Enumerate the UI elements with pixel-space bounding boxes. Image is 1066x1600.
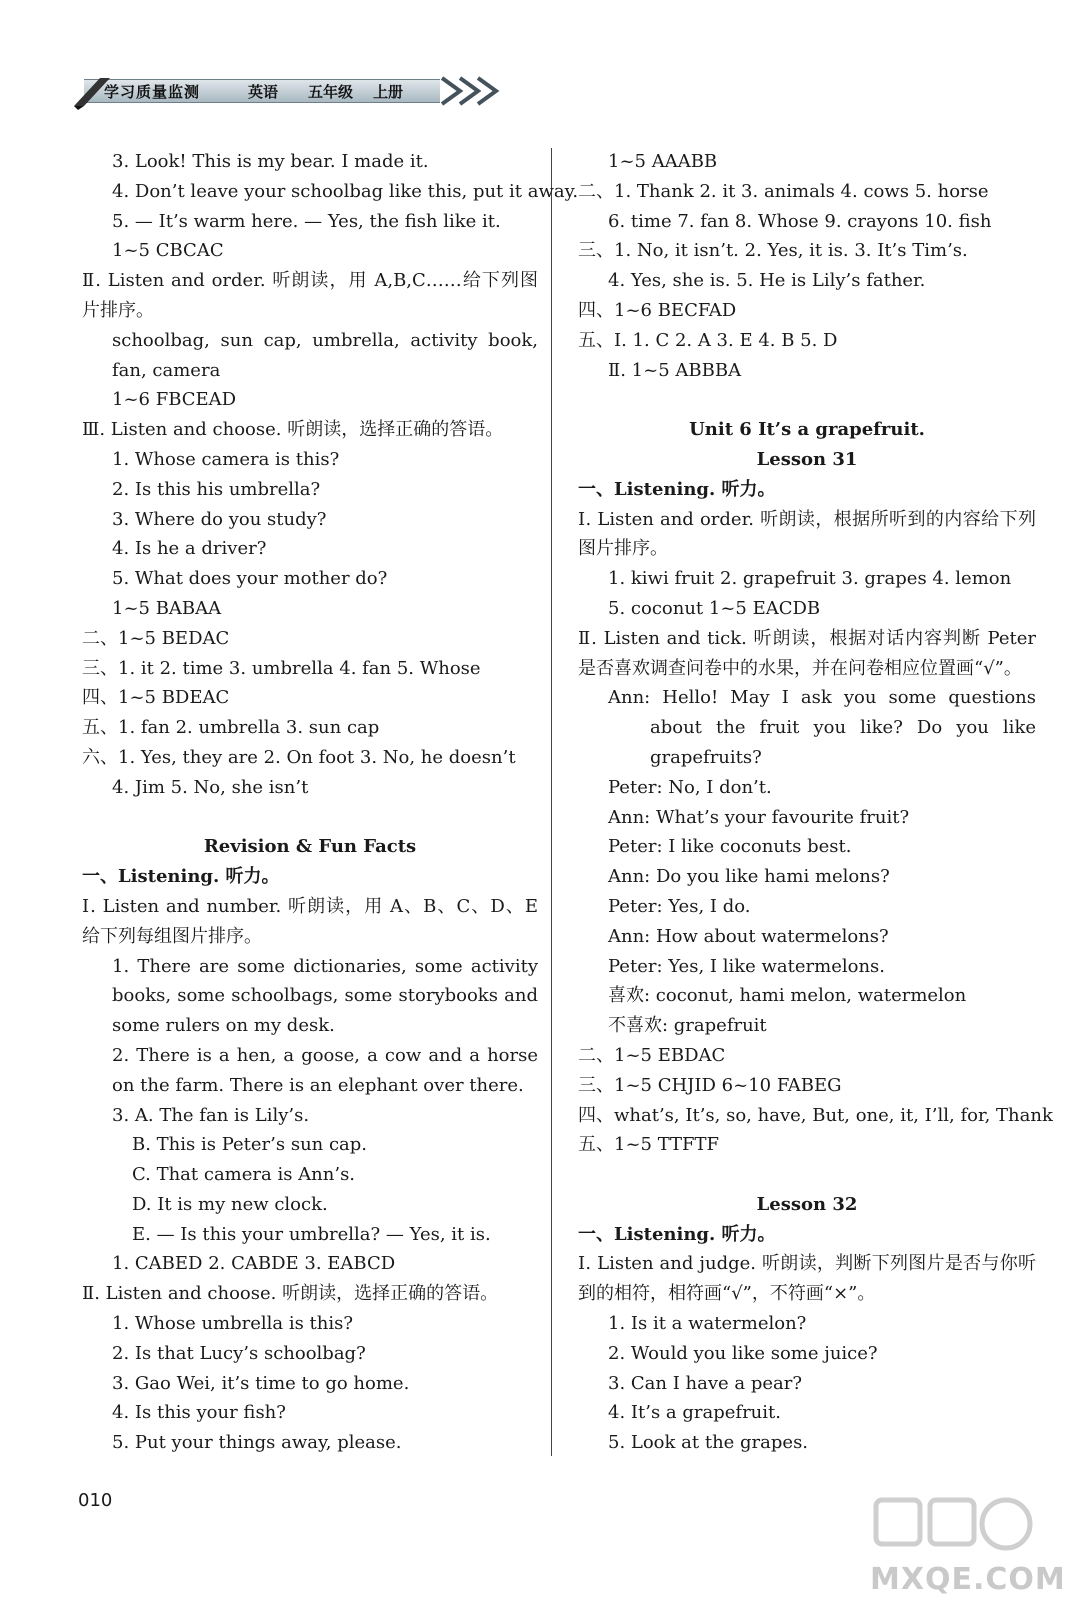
text-line: Ann: How about watermelons?: [608, 925, 889, 947]
text-line: Ⅱ. 1~5 ABBBA: [608, 359, 742, 381]
text-line: 5. — It’s warm here. — Yes, the fish like it.: [112, 210, 501, 232]
text-line: 4. Is he a driver?: [112, 538, 267, 560]
text-line: 五、1. fan 2. umbrella 3. sun cap: [82, 717, 380, 739]
text-line: 2. Is this his umbrella?: [112, 478, 321, 500]
text-line: 1. There are some dictionaries, some activity books, some schoolbags, some storybooks and some rulers on my desk.: [112, 955, 538, 1037]
text-line: C. That camera is Ann’s.: [132, 1164, 356, 1186]
text-line: 3. A. The fan is Lily’s.: [112, 1104, 310, 1126]
section-heading: Lesson 32: [756, 1193, 858, 1215]
text-line: 1. Whose camera is this?: [112, 448, 340, 470]
text-line: Ⅱ. Listen and order. 听朗读，用 A,B,C……给下列图片排序。: [82, 270, 538, 321]
text-line: 3. Gao Wei, it’s time to go home.: [112, 1372, 410, 1394]
watermark-logo-icon: [868, 1492, 1048, 1564]
text-line: D. It is my new clock.: [132, 1193, 328, 1215]
text-line: 二、1. Thank 2. it 3. animals 4. cows 5. horse: [578, 180, 989, 202]
text-line: 5. Put your things away, please.: [112, 1432, 402, 1454]
text-line: 六、1. Yes, they are 2. On foot 3. No, he doesn’t: [82, 746, 516, 768]
text-line: Ⅱ. Listen and choose. 听朗读，选择正确的答语。: [82, 1283, 499, 1305]
text-line: 5. What does your mother do?: [112, 568, 388, 590]
text-line: E. — Is this your umbrella? — Yes, it is.: [132, 1223, 491, 1245]
subsection-heading: 一、Listening. 听力。: [82, 866, 280, 888]
section-heading: Lesson 31: [756, 448, 858, 470]
subsection-heading: 一、Listening. 听力。: [578, 478, 776, 500]
text-line: Ⅰ. Listen and number. 听朗读，用 A、B、C、D、E 给下列每组图片排序。: [82, 895, 538, 947]
text-line: Ⅲ. Listen and choose. 听朗读，选择正确的答语。: [82, 419, 504, 441]
right-column: [578, 147, 1053, 1458]
page-number: 010: [78, 1490, 113, 1511]
book-title: 学习质量监测: [104, 83, 201, 101]
text-line: 4. Yes, she is. 5. He is Lily’s father.: [608, 270, 926, 292]
text-line: Peter: No, I don’t.: [608, 776, 772, 798]
text-line: schoolbag, sun cap, umbrella, activity book, fan, camera: [112, 329, 538, 381]
text-line: 3. Look! This is my bear. I made it.: [112, 151, 429, 172]
text-line: 五、1~5 TTFTF: [578, 1134, 720, 1156]
text-line: 3. Where do you study?: [112, 508, 327, 530]
text-line: 6. time 7. fan 8. Whose 9. crayons 10. fish: [608, 210, 992, 232]
text-line: 四、what’s, It’s, so, have, But, one, it, I’ll, for, Thank: [578, 1104, 1053, 1126]
text-line: 四、1~5 BDEAC: [82, 687, 230, 709]
text-line: 1~5 CBCAC: [112, 240, 224, 262]
text-line: 5. coconut 1~5 EACDB: [608, 597, 821, 619]
watermark: [868, 1492, 1066, 1597]
left-column: [82, 147, 579, 1458]
text-line: 五、Ⅰ. 1. C 2. A 3. E 4. B 5. D: [578, 329, 838, 351]
chevron-arrows-icon: [438, 74, 510, 108]
text-line: 2. Would you like some juice?: [608, 1342, 878, 1364]
spacer: [578, 385, 1036, 415]
text-line: Ⅰ. Listen and order. 听朗读，根据所听到的内容给下列图片排序。: [578, 508, 1036, 560]
text-line: Peter: I like coconuts best.: [608, 836, 852, 858]
text-line: 四、1~6 BECFAD: [578, 299, 737, 321]
text-line: 二、1~5 EBDAC: [578, 1044, 726, 1066]
text-line: Ⅱ. Listen and tick. 听朗读，根据对话内容判断 Peter 是否喜欢调查问卷中的水果，并在问卷相应位置画“√”。: [578, 627, 1036, 679]
text-line: 1~5 BABAA: [112, 597, 222, 619]
text-line: Ann: Do you like hami melons?: [608, 866, 890, 888]
text-line: 1. Is it a watermelon?: [608, 1313, 807, 1335]
text-line: 5. Look at the grapes.: [608, 1432, 809, 1454]
text-line: 三、1. No, it isn’t. 2. Yes, it is. 3. It’s Tim’s.: [578, 240, 968, 262]
text-line: Ann: Hello! May I ask you some questions about the fruit you like? Do you like grapefruits?: [608, 687, 1036, 768]
text-line: 4. It’s a grapefruit.: [608, 1402, 781, 1424]
section-heading: Revision & Fun Facts: [203, 836, 417, 858]
volume-label: 上册: [373, 83, 404, 101]
text-line: B. This is Peter’s sun cap.: [132, 1134, 368, 1156]
subsection-heading: 一、Listening. 听力。: [578, 1223, 776, 1245]
text-line: 1. CABED 2. CABDE 3. EABCD: [112, 1253, 396, 1275]
text-line: 1. kiwi fruit 2. grapefruit 3. grapes 4. lemon: [608, 568, 1012, 590]
subject-label: 英语: [248, 83, 279, 101]
grade-label: 五年级: [308, 83, 354, 101]
text-line: 不喜欢: grapefruit: [608, 1015, 767, 1037]
text-line: Ⅰ. Listen and judge. 听朗读，判断下列图片是否与你听到的相符，相符画“√”，不符画“×”。: [578, 1253, 1036, 1305]
text-line: 1. Whose umbrella is this?: [112, 1313, 354, 1335]
text-line: 4. Don’t leave your schoolbag like this, put it away.: [112, 180, 579, 202]
text-line: Peter: Yes, I do.: [608, 895, 751, 917]
column-divider: [551, 148, 552, 1456]
text-line: 4. Jim 5. No, she isn’t: [112, 776, 309, 798]
spacer: [82, 803, 538, 833]
spacer: [578, 1160, 1036, 1190]
text-line: 三、1~5 CHJID 6~10 FABEG: [578, 1074, 842, 1096]
text-line: 3. Can I have a pear?: [608, 1372, 803, 1394]
text-line: 二、1~5 BEDAC: [82, 627, 230, 649]
text-line: 2. Is that Lucy’s schoolbag?: [112, 1342, 366, 1364]
text-line: 1~5 AAABB: [608, 151, 718, 172]
page-header: [70, 70, 510, 112]
text-line: 2. There is a hen, a goose, a cow and a horse on the farm. There is an elephant over there.: [112, 1044, 538, 1096]
watermark-text: MXQE.COM: [870, 1562, 1066, 1597]
text-line: Peter: Yes, I like watermelons.: [608, 955, 886, 977]
text-line: 1~6 FBCEAD: [112, 389, 237, 411]
section-heading: Unit 6 It’s a grapefruit.: [689, 419, 925, 441]
text-line: 4. Is this your fish?: [112, 1402, 286, 1424]
text-line: Ann: What’s your favourite fruit?: [608, 806, 910, 828]
text-line: 喜欢: coconut, hami melon, watermelon: [608, 985, 967, 1007]
text-line: 三、1. it 2. time 3. umbrella 4. fan 5. Whose: [82, 657, 481, 679]
